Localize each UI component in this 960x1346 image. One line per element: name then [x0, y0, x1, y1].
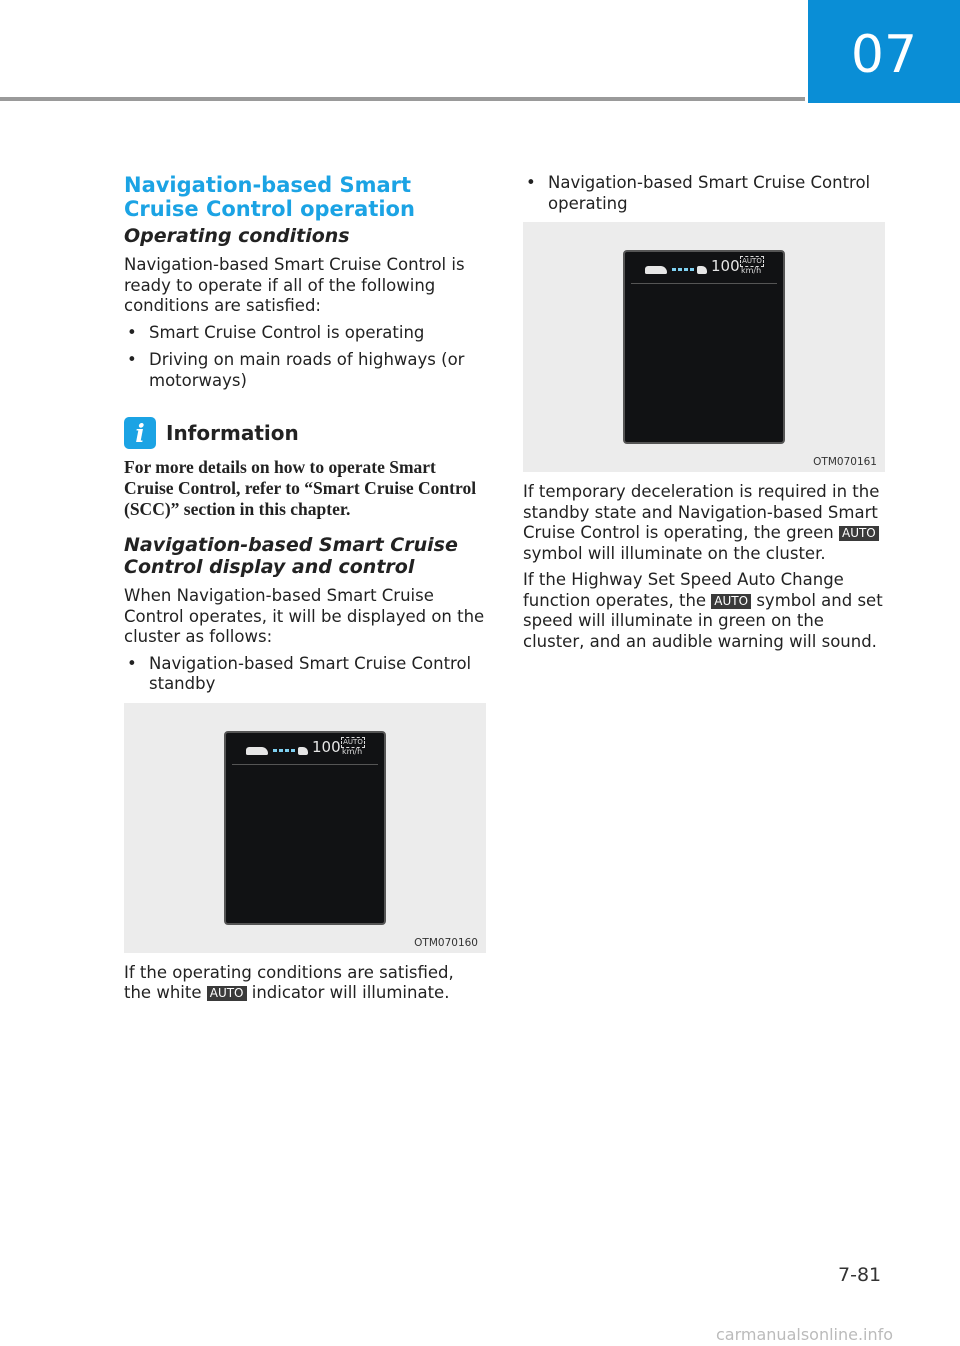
cluster-figure-operating: [523, 222, 885, 472]
page-number: 7-81: [838, 1264, 882, 1286]
chapter-tab: 07: [808, 0, 960, 103]
figure-code: OTM070160: [414, 936, 478, 949]
left-column: [124, 173, 486, 1010]
auto-chip-icon: AUTO: [839, 526, 879, 541]
list-item: • Driving on main roads of highways (or motorways): [127, 350, 465, 390]
information-title: Information: [166, 421, 299, 445]
operating-conditions-heading: Operating conditions: [124, 225, 350, 247]
conditions-list: [124, 323, 486, 392]
header-rule: [0, 97, 805, 101]
auto-change-note: If the Highway Set Speed Auto Change function operates, the AUTO symbol and set speed will illuminate in green on the cluster, and an audible warning will sound.: [523, 570, 883, 651]
lead-car-icon: [298, 747, 308, 755]
set-speed: 100: [711, 257, 740, 275]
speed-unit: km/h: [342, 746, 363, 756]
lead-car-icon: [697, 266, 707, 274]
standby-note: If the operating conditions are satisfied, the white AUTO indicator will illuminate.: [124, 962, 454, 1002]
auto-indicator-icon: AUTO: [341, 737, 365, 748]
cluster-display: [224, 731, 386, 925]
list-item: • Navigation-based Smart Cruise Control operating: [526, 173, 871, 213]
display-heading: Navigation-based Smart Cruise Control display and control: [124, 534, 458, 578]
divider: [232, 764, 378, 765]
speed-unit: km/h: [741, 266, 762, 275]
distance-dashes-icon: [672, 268, 694, 271]
auto-indicator-icon: AUTO: [740, 256, 764, 267]
display-list: [124, 654, 486, 695]
information-text: For more details on how to operate Smart Cruise Control, refer to “Smart Cruise Control (SCC)” section in this chapter.: [124, 457, 477, 519]
deceleration-note: If temporary deceleration is required in the standby state and Navigation-based Smart Cruise Control is operating, the green AUTO symbol will illuminate on the cluster.: [523, 482, 880, 563]
display-intro: When Navigation-based Smart Cruise Control operates, it will be displayed on the cluster as follows:: [124, 586, 485, 646]
info-icon: i: [124, 417, 156, 449]
operating-conditions-intro: Navigation-based Smart Cruise Control is ready to operate if all of the following conditions are satisfied:: [124, 255, 465, 315]
operating-list: [523, 173, 885, 214]
information-header: [124, 417, 486, 449]
list-item: • Navigation-based Smart Cruise Control standby: [127, 653, 472, 693]
car-icon: [246, 747, 268, 755]
car-icon: [645, 266, 667, 274]
cluster-figure-standby: [124, 703, 486, 953]
set-speed: 100: [312, 737, 341, 756]
distance-dashes-icon: [273, 749, 295, 752]
watermark: carmanualsonline.info: [716, 1325, 894, 1344]
auto-chip-icon: AUTO: [207, 986, 247, 1001]
cluster-display: [623, 250, 785, 444]
section-title: Navigation-based Smart Cruise Control operation: [124, 173, 415, 221]
figure-code: OTM070161: [813, 456, 877, 468]
list-item: • Smart Cruise Control is operating: [127, 322, 425, 342]
divider: [631, 283, 777, 284]
right-column: [523, 173, 885, 658]
auto-chip-icon: AUTO: [711, 594, 751, 609]
